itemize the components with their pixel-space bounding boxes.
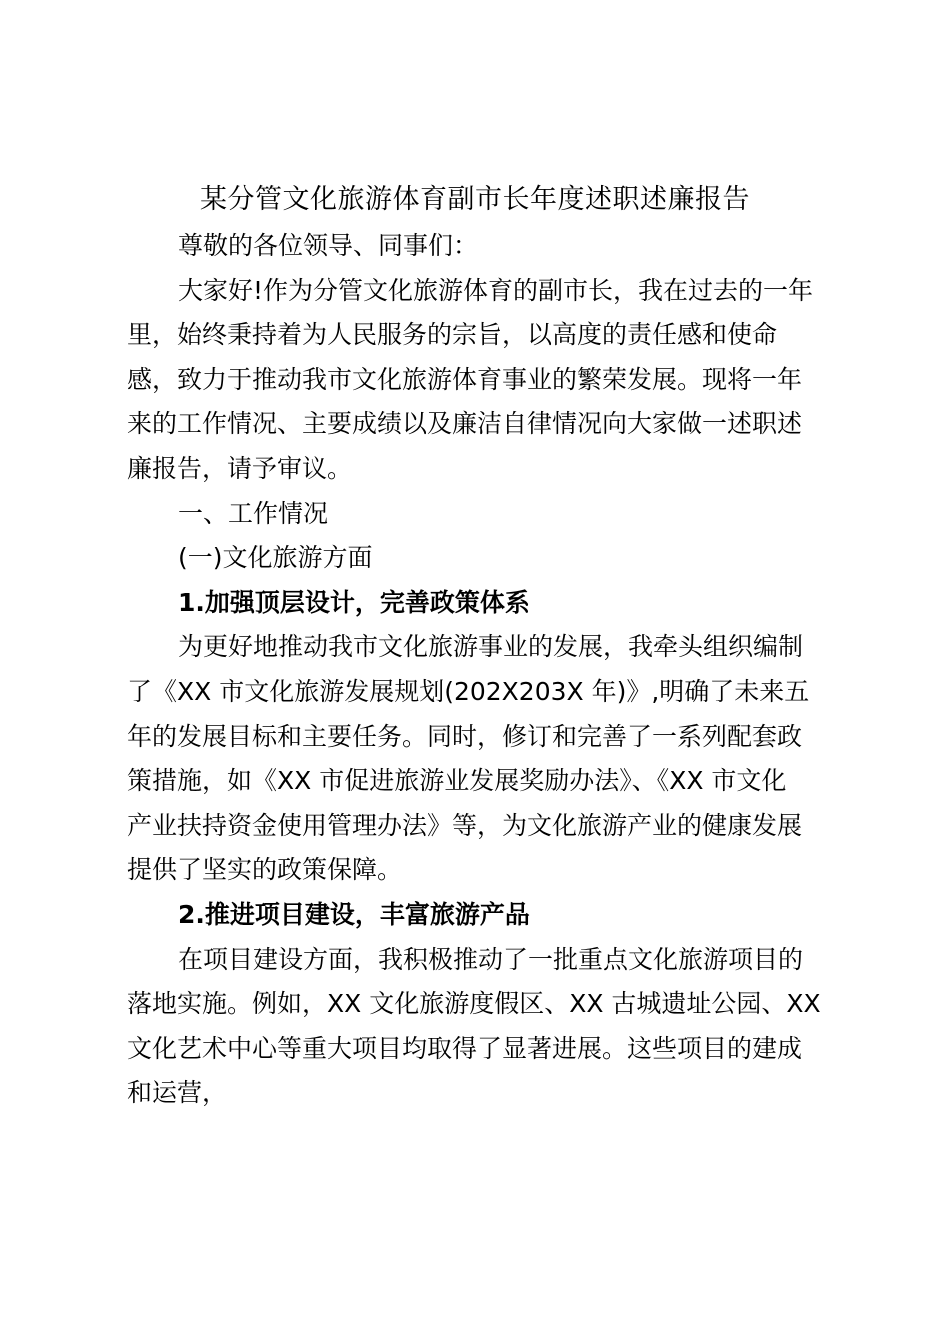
text-line: 一、工作情况 <box>178 498 329 528</box>
text-line: (一)文化旅游方面 <box>178 543 373 573</box>
text-line: 文化艺术中心等重大项目均取得了显著进展。这些项目的建成 <box>127 1033 803 1063</box>
paragraph-subsection-1 <box>127 536 835 581</box>
paragraph-section-1 <box>127 492 835 537</box>
text-line: 里，始终秉持着为人民服务的宗旨，以高度的责任感和使命 <box>127 320 778 350</box>
text-line: 落地实施。例如，XX 文化旅游度假区、XX 古城遗址公园、XX <box>127 989 821 1019</box>
text-line: 为更好地推动我市文化旅游事业的发展，我牵头组织编制 <box>178 632 804 662</box>
text-line: 感，致力于推动我市文化旅游体育事业的繁荣发展。现将一年 <box>127 364 803 394</box>
document-title: 某分管文化旅游体育副市长年度述职述廉报告 <box>200 184 750 215</box>
paragraph-heading-2 <box>127 893 835 938</box>
text-line: 和运营， <box>127 1078 228 1108</box>
paragraph-para-1 <box>127 625 835 893</box>
document-body <box>127 224 835 1116</box>
text-line: 在项目建设方面，我积极推动了一批重点文化旅游项目的 <box>178 944 804 974</box>
text-line: 产业扶持资金使用管理办法》等，为文化旅游产业的健康发展 <box>127 810 803 840</box>
paragraph-intro <box>127 269 835 492</box>
text-line: 来的工作情况、主要成绩以及廉洁自律情况向大家做一述职述 <box>127 409 803 439</box>
text-line: 大家好!作为分管文化旅游体育的副市长，我在过去的一年 <box>178 275 814 305</box>
text-line: 年的发展目标和主要任务。同时，修订和完善了一系列配套政 <box>127 721 803 751</box>
paragraph-salutation <box>127 224 835 269</box>
paragraph-heading-1 <box>127 581 835 626</box>
text-line: 提供了坚实的政策保障。 <box>127 855 403 885</box>
text-line: 2.推进项目建设，丰富旅游产品 <box>178 899 530 929</box>
paragraph-para-2 <box>127 938 835 1116</box>
text-line: 1.加强顶层设计，完善政策体系 <box>178 587 530 617</box>
text-line: 策措施，如《XX 市促进旅游业发展奖励办法》、《XX 市文化 <box>127 766 787 796</box>
text-line: 尊敬的各位领导、同事们： <box>178 231 479 260</box>
text-line: 了《XX 市文化旅游发展规划(202X203X 年)》,明确了未来五 <box>127 676 810 706</box>
text-line: 廉报告，请予审议。 <box>127 453 353 483</box>
